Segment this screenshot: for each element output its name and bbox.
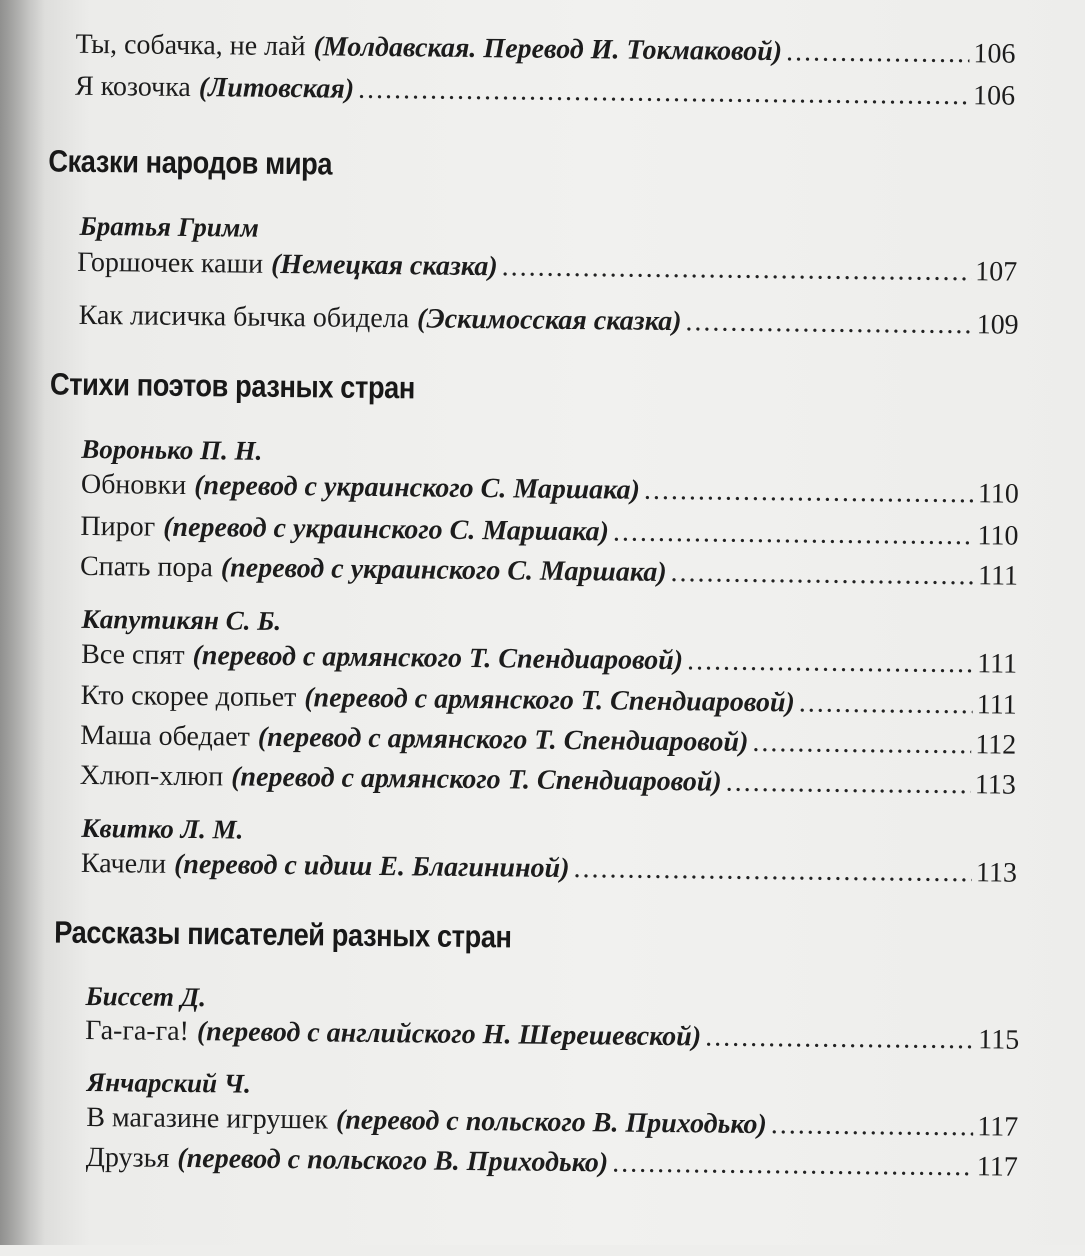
entry-title: Друзья	[85, 1141, 170, 1174]
entry-page-number: 106	[973, 38, 1016, 70]
entry-page-number: 115	[978, 1024, 1020, 1056]
entry-note: (перевод с армянского Т. Спендиаровой)	[304, 682, 796, 719]
entry-title: Горшочек каши	[77, 246, 264, 280]
author-name: Братья Гримм	[79, 210, 260, 243]
entry-note: (перевод с армянского Т. Спендиаровой)	[192, 640, 684, 677]
entry-page-number: 110	[977, 520, 1019, 552]
entry-title: Кто скорее допьет	[80, 679, 297, 714]
entry-page-number: 113	[974, 769, 1016, 801]
toc-entry	[81, 848, 1017, 890]
entry-page-number: 117	[976, 1151, 1018, 1183]
toc-entry	[79, 300, 1019, 342]
entry-note: (Немецкая сказка)	[270, 248, 498, 283]
leader-dots	[501, 251, 971, 288]
entry-note: (перевод с армянского Т. Спендиаровой)	[231, 761, 722, 798]
entry-page-number: 111	[977, 560, 1019, 592]
leader-dots	[644, 475, 974, 510]
entry-title: В магазине игрушек	[86, 1101, 329, 1136]
entry-note: (перевод с армянского Т. Спендиаровой)	[257, 721, 749, 758]
section-heading: Стихи поэтов разных стран	[49, 366, 416, 406]
leader-dots	[685, 306, 973, 341]
entry-note: (Эскимосская сказка)	[416, 303, 682, 338]
entry-note: (перевод с украинского С. Маршака)	[163, 511, 610, 548]
leader-dots	[687, 645, 973, 680]
toc-entry	[81, 639, 1017, 681]
entry-note: (перевод с украинского С. Маршака)	[220, 552, 667, 589]
entry-title: Хлюп-хлюп	[79, 759, 224, 793]
entry-note: (перевод с украинского С. Маршака)	[194, 470, 641, 506]
leader-dots	[670, 557, 974, 592]
leader-dots	[613, 516, 974, 552]
entry-title: Га-га-га!	[85, 1014, 190, 1048]
leader-dots	[573, 853, 972, 889]
author-name: Квитко Л. М.	[81, 812, 244, 845]
entry-title: Все спят	[80, 638, 185, 671]
entry-page-number: 111	[976, 689, 1017, 721]
section-heading: Сказки народов мира	[48, 143, 333, 182]
leader-dots	[726, 767, 972, 802]
entry-title: Маша обедает	[80, 719, 251, 753]
author-name: Янчарский Ч.	[86, 1066, 251, 1099]
entry-note: (перевод с английского Н. Шерешевской)	[196, 1016, 702, 1053]
toc-entry	[80, 720, 1016, 762]
leader-dots	[771, 1109, 974, 1143]
entry-title: Я козочка	[74, 70, 191, 104]
entry-page-number: 110	[977, 478, 1020, 510]
leader-dots	[752, 727, 971, 761]
entry-title: Качели	[80, 847, 167, 880]
leader-dots	[705, 1021, 974, 1056]
entry-page-number: 109	[976, 309, 1019, 341]
entry-page-number: 107	[975, 256, 1018, 288]
entry-title: Спать пора	[79, 550, 214, 584]
entry-note: (перевод с польского В. Приходько)	[335, 1104, 768, 1141]
leader-dots	[612, 1147, 973, 1183]
toc-entry	[75, 71, 1015, 113]
toc-entry	[80, 551, 1018, 593]
toc-entry	[86, 1102, 1018, 1144]
entry-title: Ты, собачка, не лай	[75, 28, 306, 63]
entry-page-number: 113	[975, 857, 1018, 889]
entry-page-number: 117	[977, 1111, 1019, 1143]
section-heading: Рассказы писателей разных стран	[54, 914, 512, 955]
toc-entry	[77, 247, 1017, 289]
leader-dots	[786, 36, 970, 70]
entry-note: (Литовская)	[198, 72, 355, 105]
entry-title: Пирог	[80, 510, 156, 543]
toc-entry	[80, 760, 1016, 802]
entry-page-number: 106	[972, 80, 1016, 112]
entry-page-number: 112	[975, 729, 1017, 761]
entry-note: (Молдавская. Перевод И. Токмаковой)	[313, 31, 783, 68]
author-name: Биссет Д.	[85, 980, 207, 1013]
toc-entry	[80, 511, 1018, 553]
toc-entry	[81, 469, 1019, 511]
toc-entry	[85, 1015, 1019, 1057]
entry-title: Как лисичка бычка обидела	[78, 299, 410, 335]
entry-note: (перевод с польского В. Приходько)	[177, 1142, 609, 1179]
toc-entry	[75, 29, 1015, 71]
toc-entry	[81, 680, 1017, 722]
author-name: Воронько П. Н.	[81, 433, 263, 466]
entry-note: (перевод с идиш Е. Благининой)	[173, 848, 570, 885]
toc-entry	[86, 1142, 1018, 1184]
author-name: Капутикян С. Б.	[81, 603, 282, 636]
entry-page-number: 111	[977, 648, 1018, 680]
leader-dots	[358, 74, 969, 112]
leader-dots	[799, 687, 973, 721]
entry-title: Обновки	[80, 468, 187, 501]
